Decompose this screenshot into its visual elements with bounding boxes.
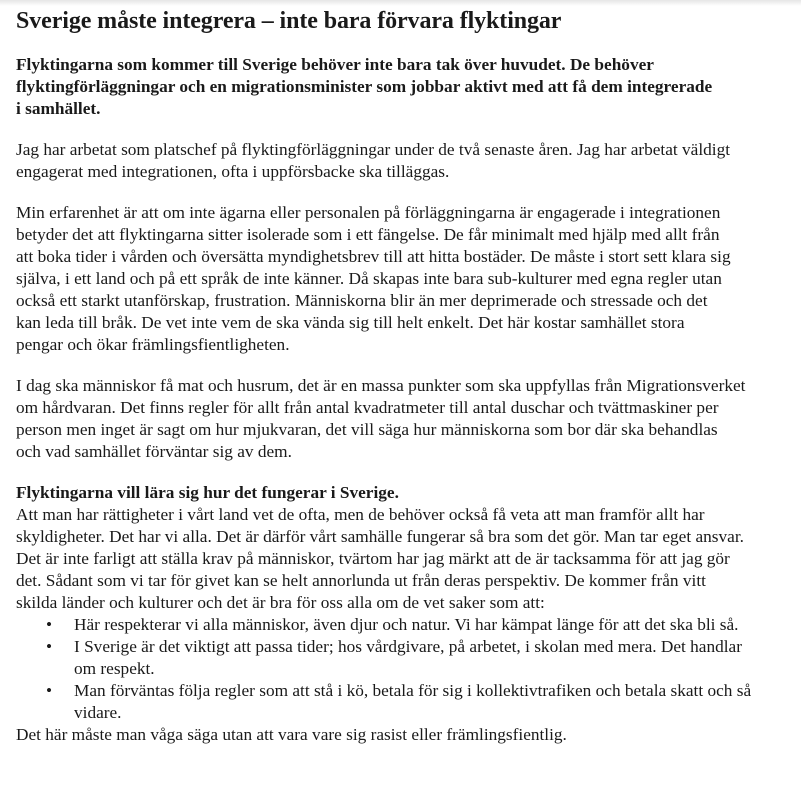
bullet-list — [16, 614, 754, 724]
list-item-text: Man förväntas följa regler som att stå i kö, betala för sig i kollektivtrafiken och betala skatt och så vidare. — [74, 681, 752, 722]
list-item-text: Här respekterar vi alla människor, även djur och natur. Vi har kämpat länge för att det ska bli så. — [74, 615, 739, 634]
section-body: Att man har rättigheter i vårt land vet de ofta, men de behöver också få veta att man framför allt har skyldigheter. Det har vi alla. Det är därför vårt samhälle fungerar så bra som det gör. Man tar eget ansvar. Det är inte farligt att ställa krav på människor, tvärtom har jag märkt att de är tacksamma för att jag gör det. Sådant som vi tar för givet kan se helt annorlunda ut från deras perspektiv. De kommer från vitt skilda länder och kulturer och det är bra för oss alla om de vet saker som att: — [16, 505, 744, 612]
list-item — [46, 680, 754, 724]
bullet-icon: • — [46, 615, 53, 634]
bullet-icon: • — [46, 681, 53, 700]
list-item — [46, 636, 754, 680]
article — [16, 6, 796, 746]
article-title: Sverige måste integrera – inte bara förvara flyktingar — [16, 8, 562, 34]
article-lead: Flyktingarna som kommer till Sverige behöver inte bara tak över huvudet. De behöver flyktingförläggningar och en migrationsminister som jobbar aktivt med att få dem integrerade i samhället. — [16, 55, 713, 118]
bullet-icon: • — [46, 637, 53, 656]
section-heading: Flyktingarna vill lära sig hur det fungerar i Sverige. — [16, 483, 399, 502]
paragraph: Min erfarenhet är att om inte ägarna eller personalen på förläggningarna är engagerade i integrationen betyder det att flyktingarna sitter isolerade som i ett fängelse. De får minimalt med hjälp med allt från att boka tider i vården och översätta myndighetsbrev till att hitta bostäder. De måste i stort sett klara sig själva, i ett land och på ett språk de inte känner. Då skapas inte bara sub-kulturer med egna regler utan också ett starkt utanförskap, frustration. Människorna blir än mer deprimerade och stressade och det kan leda till bråk. De vet inte vem de ska vända sig till helt enkelt. Det här kostar samhället stora pengar och ökar främlingsfientligheten. — [16, 203, 731, 354]
paragraph: Jag har arbetat som platschef på flyktingförläggningar under de två senaste åren. Jag har arbetat väldigt engagerat med integrationen, ofta i uppförsbacke ska tilläggas. — [16, 140, 731, 181]
list-item — [46, 614, 754, 636]
closing-paragraph: Det här måste man våga säga utan att vara vare sig rasist eller främlingsfientlig. — [16, 725, 567, 744]
paragraph: I dag ska människor få mat och husrum, det är en massa punkter som ska uppfyllas från Migrationsverket om hårdvaran. Det finns regler för allt från antal kvadratmeter till antal duschar och tvättmaskiner per person men inget är sagt om hur mjukvaran, det vill säga hur människorna som bor där ska behandlas och vad samhället förväntar sig av dem. — [16, 376, 746, 461]
list-item-text: I Sverige är det viktigt att passa tider; hos vårdgivare, på arbetet, i skolan med mera. Det handlar om respekt. — [74, 637, 742, 678]
